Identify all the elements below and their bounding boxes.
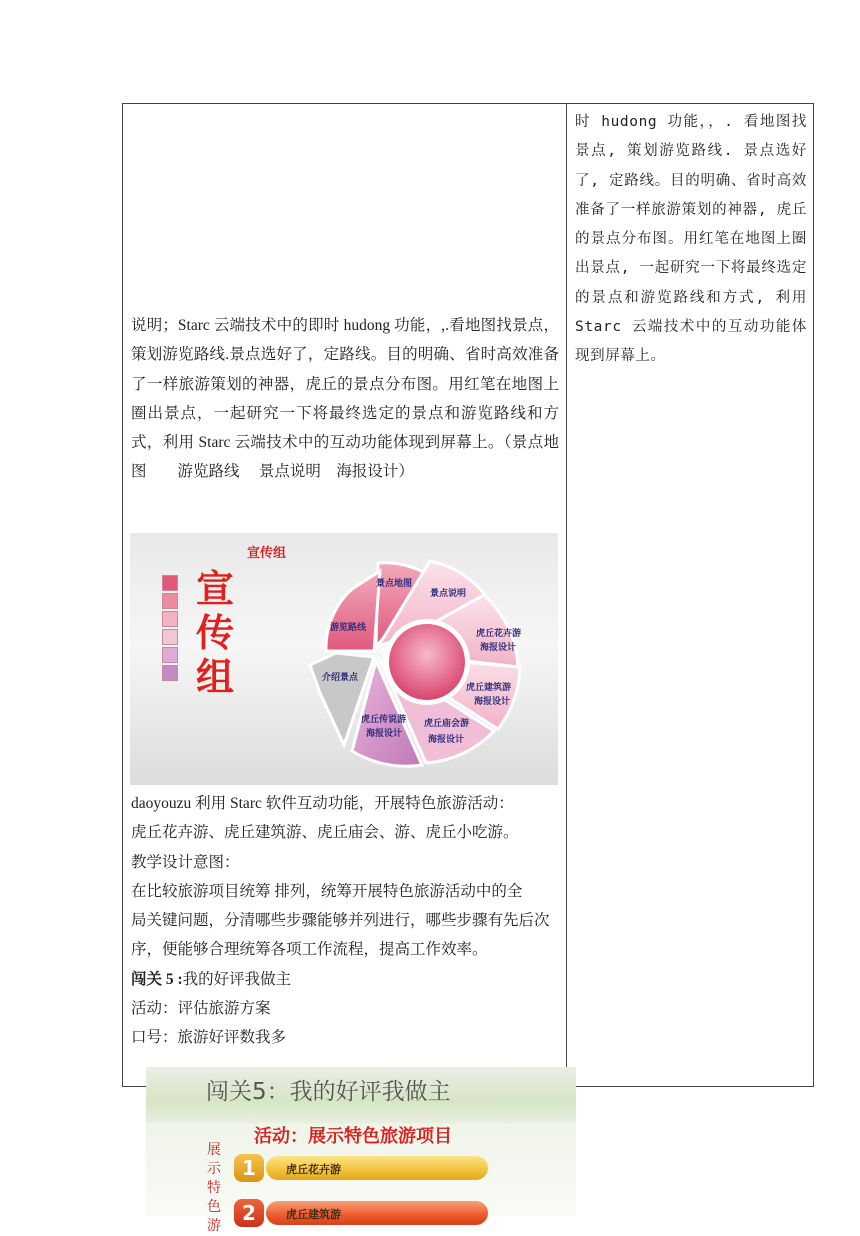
- big-character: 组: [196, 655, 235, 699]
- segment-label: 海报设计: [366, 729, 403, 739]
- segment-label: 景点地图: [376, 579, 413, 589]
- segment-label: 景点说明: [430, 589, 467, 599]
- vertical-label: 展示特色游: [207, 1142, 221, 1234]
- slide-header: [146, 1067, 576, 1123]
- diagram-title: 宣传组: [247, 546, 287, 561]
- big-character: 传: [196, 611, 235, 655]
- right-column-text: 时 hudong 功能，，. 看地图找景点, 策划游览路线. 景点选好了, 定路线。目的明确、省时高效准备了一样旅游策划的神器, 虎丘的景点分布图。用红笔在地图上圈出景点, 一起研究一下将最终选定的景点和游览路线和方式, 利用 Starc 云端技术中的互动功能体现到屏幕上。: [575, 114, 807, 365]
- document-table: [122, 103, 814, 1087]
- left-column: [123, 104, 566, 1086]
- level-heading: [131, 965, 559, 994]
- column-divider: [566, 104, 567, 1086]
- project-item: [242, 1201, 488, 1225]
- segment-label: 海报设计: [480, 643, 517, 653]
- text-line: 在比较旅游项目统筹 排列，统筹开展特色旅游活动中的全: [131, 882, 523, 900]
- cycle-ring-graphic: [130, 533, 558, 785]
- slide-title: 闯关5：我的好评我做主: [206, 1079, 451, 1105]
- segment-label: 虎丘建筑游: [466, 683, 512, 693]
- item-number: 2: [234, 1199, 264, 1227]
- level-title: 我的好评我做主: [182, 970, 292, 988]
- text-line: 教学设计意图：: [131, 853, 240, 871]
- text-line: 序，便能够合理统筹各项工作流程，提高工作效率。: [131, 941, 488, 959]
- item-number: 1: [234, 1154, 264, 1182]
- text-line: 局关键问题，分清哪些步骤能够并列进行，哪些步骤有先后次: [131, 912, 550, 930]
- segment-label: 虎丘花卉游: [476, 629, 522, 639]
- big-character: 宣: [196, 567, 235, 611]
- slogan-line: 口号：旅游好评数我多: [131, 1029, 287, 1047]
- project-item: [242, 1156, 488, 1180]
- activity-line: 活动：评估旅游方案: [131, 1000, 271, 1018]
- design-intent-block: [131, 789, 559, 1053]
- segment-route: [326, 571, 380, 651]
- segment-label: 虎丘传说游: [361, 715, 407, 725]
- segment-label: 海报设计: [428, 735, 465, 745]
- text-line: 虎丘花卉游、虎丘建筑游、虎丘庙会、游、虎丘小吃游。: [131, 824, 519, 842]
- segment-label: 介绍景点: [322, 673, 359, 683]
- segment-label: 游览路线: [330, 623, 367, 633]
- description-paragraph: 说明；Starc 云端技术中的即时 hudong 功能，,.看地图找景点，策划游览路线.景点选好了，定路线。目的明确、省时高效准备了一样旅游策划的神器，虎丘的景点分布图。用红笔在地图上圈出景点，一起研究一下将最终选定的景点和游览路线和方式，利用 Starc 云端技术中的互动功能体现到屏幕上。（景点地图 游览路线 景点说明 海报设计）: [131, 317, 559, 481]
- text-line: daoyouzu 利用 Starc 软件互动功能，开展特色旅游活动：: [131, 795, 514, 812]
- level-label: 闯关 5 :: [131, 970, 183, 988]
- item-label: 虎丘花卉游: [286, 1163, 341, 1176]
- center-circle: [389, 624, 465, 700]
- slide-subtitle: 活动：展示特色旅游项目: [254, 1126, 452, 1147]
- slide-image: [146, 1067, 576, 1234]
- item-label: 虎丘建筑游: [286, 1208, 341, 1221]
- promotion-group-diagram: [130, 533, 558, 785]
- segment-label: 海报设计: [474, 697, 511, 707]
- segment-label: 虎丘庙会游: [424, 719, 470, 729]
